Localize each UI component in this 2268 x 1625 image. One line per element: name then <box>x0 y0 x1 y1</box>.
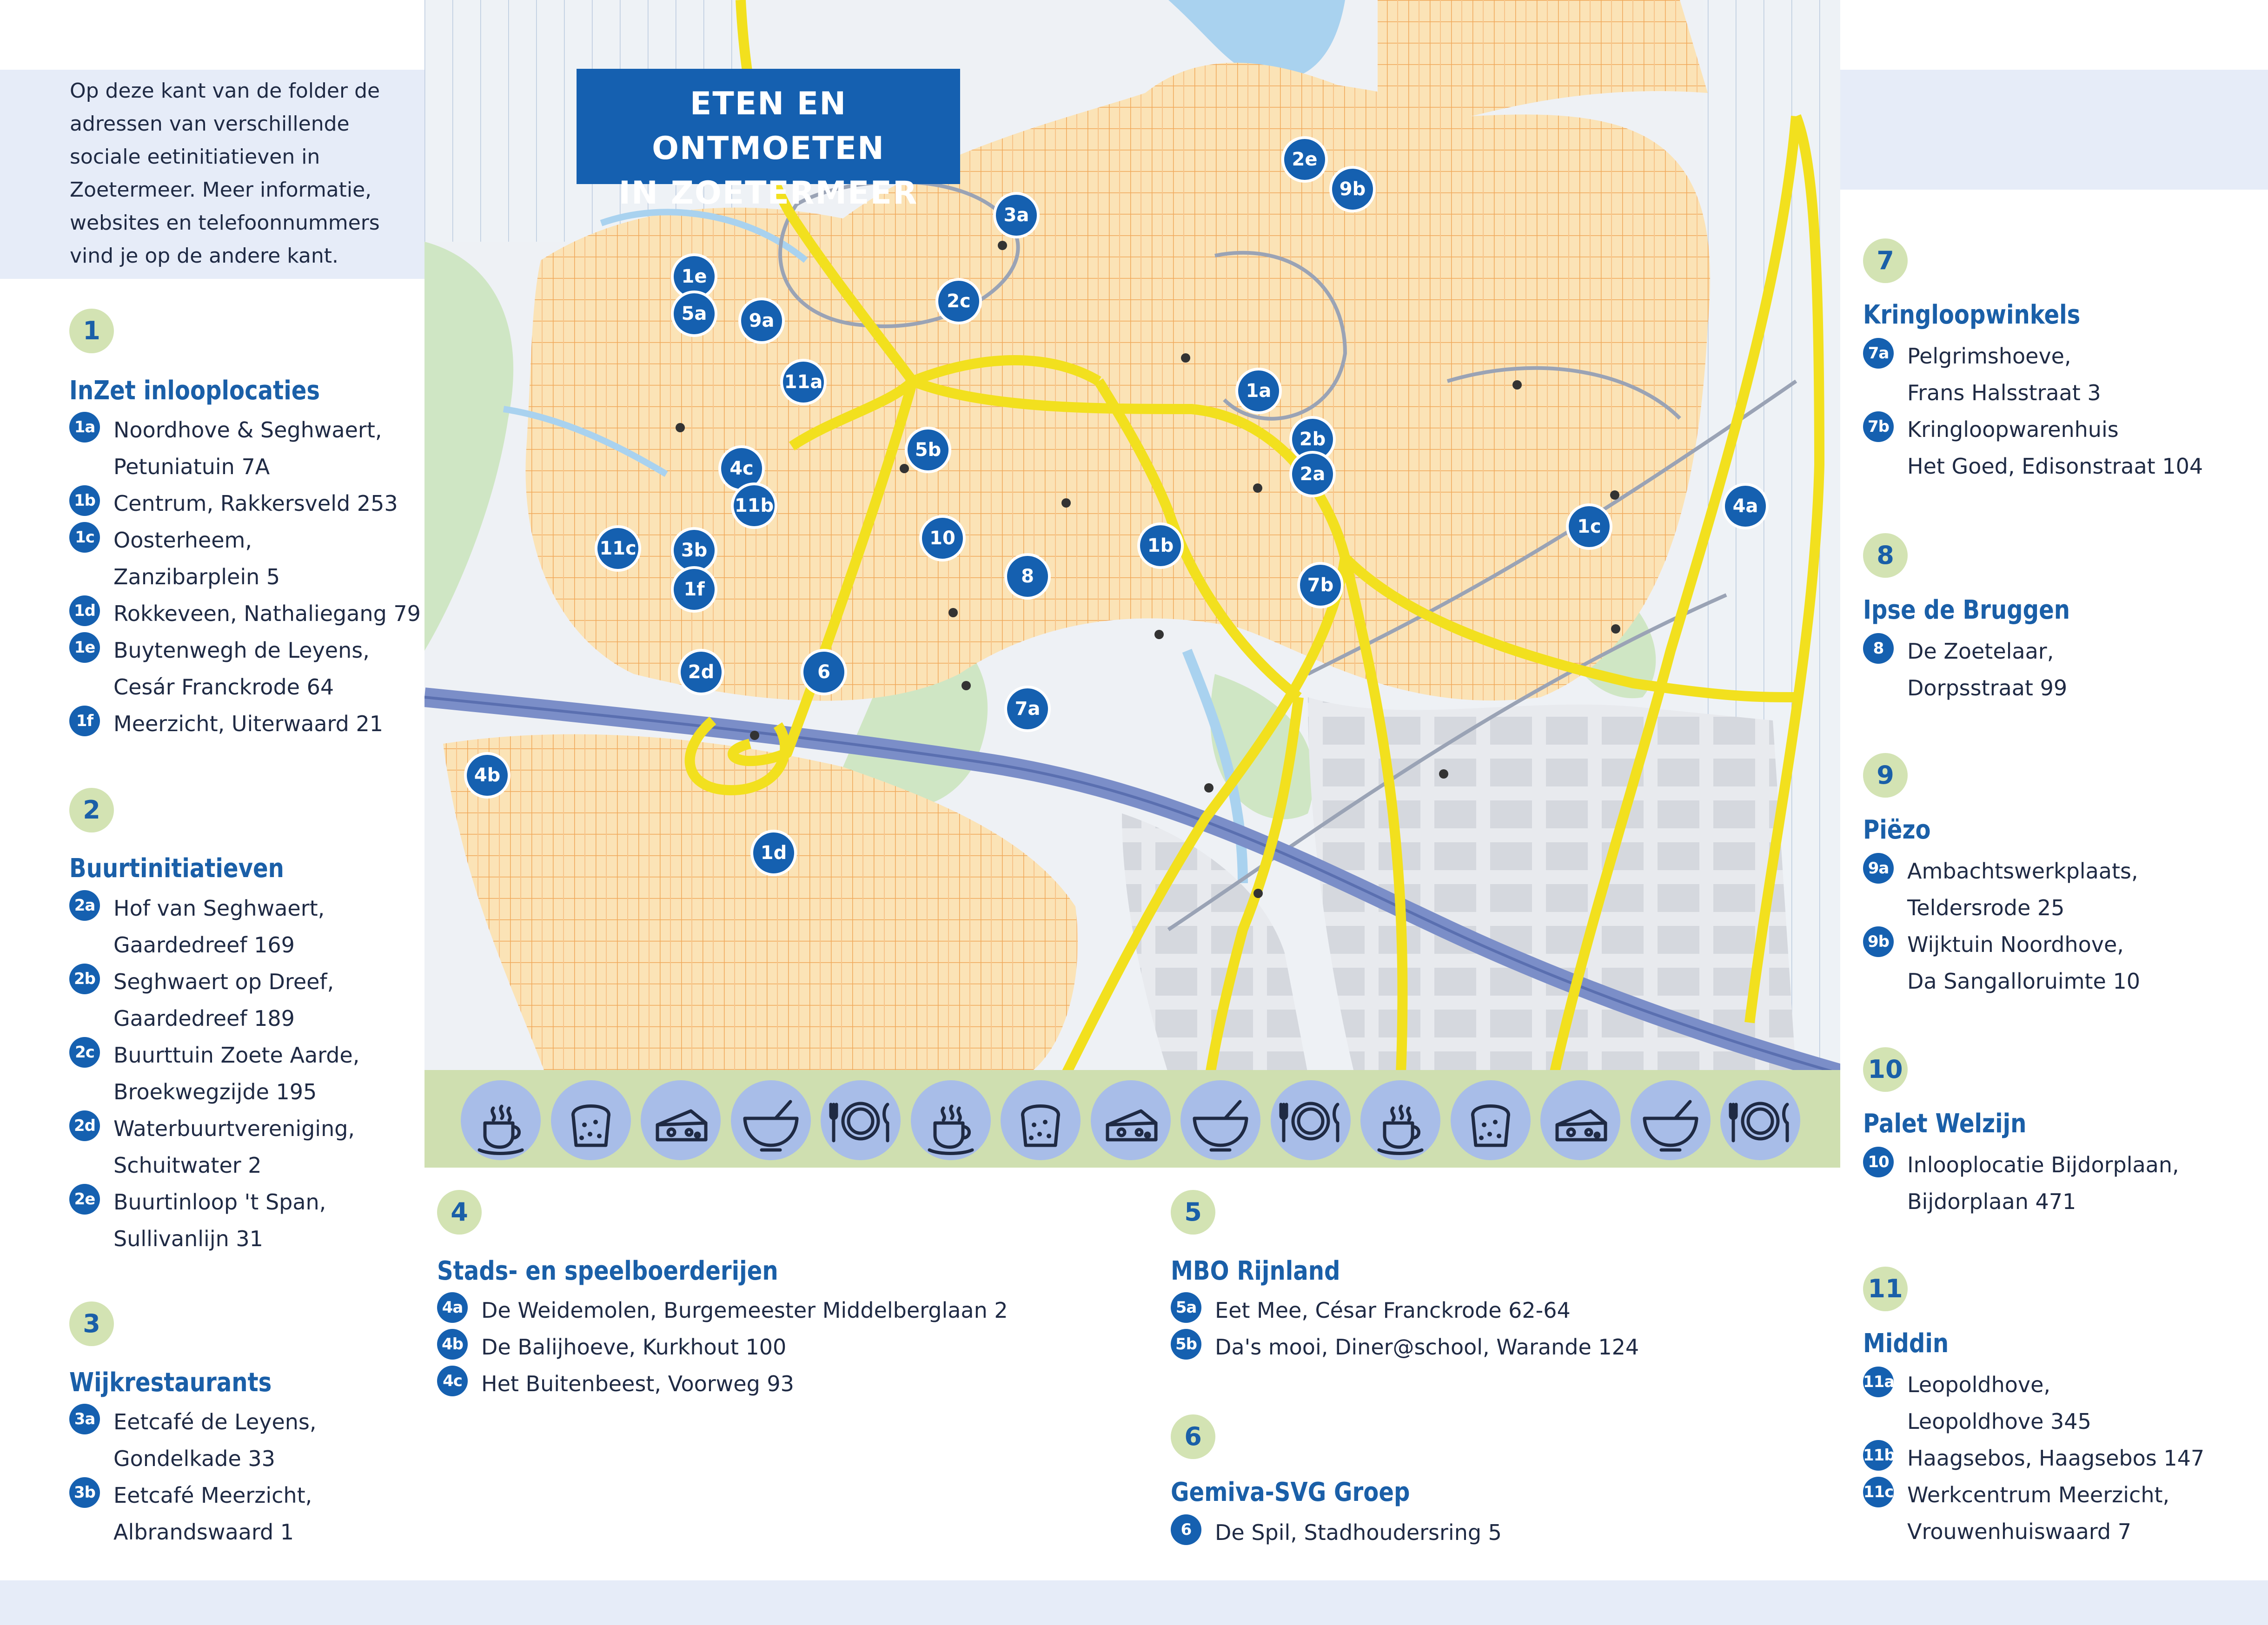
address-item <box>69 1477 317 1551</box>
address-item <box>69 1037 359 1110</box>
location-badge: 2b <box>69 964 100 994</box>
section-number: 9 <box>1863 753 1908 798</box>
address-line: Meerzicht, Uiterwaard 21 <box>113 711 384 736</box>
map-pin[interactable]: 2a <box>1289 451 1336 497</box>
address-line: Hof van Seghwaert, <box>113 896 325 921</box>
address-line: Zanzibarplein 5 <box>113 564 280 589</box>
location-badge: 3a <box>69 1404 100 1434</box>
map-pin[interactable]: 9a <box>738 297 785 344</box>
location-badge: 9a <box>1863 853 1894 884</box>
location-badge: 4c <box>437 1366 468 1396</box>
address-item <box>1863 1147 2179 1220</box>
section-number: 11 <box>1863 1267 1908 1311</box>
section-title: Piëzo <box>1863 815 1931 845</box>
address-line: Albrandswaard 1 <box>113 1519 294 1545</box>
plate-cutlery-icon <box>1271 1080 1351 1160</box>
address-list <box>1863 338 2203 485</box>
address-line: De Zoetelaar, <box>1907 639 2054 664</box>
address-item <box>69 522 421 595</box>
map-pin[interactable]: 1c <box>1566 503 1612 550</box>
section-number: 5 <box>1171 1190 1215 1235</box>
cheese-icon <box>1091 1080 1171 1160</box>
address-item <box>1863 1477 2204 1550</box>
location-badge: 11a <box>1863 1367 1894 1397</box>
section-number: 8 <box>1863 533 1908 578</box>
address-line: Seghwaert op Dreef, <box>113 969 334 994</box>
section-title: InZet inlooplocaties <box>69 376 320 406</box>
location-badge: 1a <box>69 412 100 443</box>
address-line: Ambachtswerkplaats, <box>1907 859 2138 884</box>
address-line: Noordhove & Seghwaert, <box>113 417 382 443</box>
section-number: 10 <box>1863 1047 1908 1092</box>
address-item <box>69 485 421 522</box>
address-item <box>1863 853 2140 926</box>
address-line: Da Sangalloruimte 10 <box>1907 969 2141 994</box>
address-list <box>1863 853 2140 1000</box>
address-item <box>69 1110 359 1184</box>
address-item <box>69 964 359 1037</box>
cheese-icon <box>641 1080 721 1160</box>
map-pin[interactable]: 3b <box>671 527 717 574</box>
map-pin[interactable]: 2b <box>1289 416 1336 462</box>
map-pin[interactable]: 8 <box>1004 553 1051 600</box>
section-title: Kringloopwinkels <box>1863 300 2081 330</box>
plate-cutlery-icon <box>1720 1080 1800 1160</box>
address-line: Pelgrimshoeve, <box>1907 343 2071 369</box>
section-title: Gemiva-SVG Groep <box>1171 1477 1410 1507</box>
address-item <box>1863 1440 2204 1477</box>
map-pin[interactable]: 4c <box>718 445 765 492</box>
address-line: Het Goed, Edisonstraat 104 <box>1907 454 2203 479</box>
map-pin[interactable]: 6 <box>801 649 847 695</box>
location-badge: 1c <box>69 522 100 553</box>
section-number: 6 <box>1171 1414 1215 1459</box>
footer-band <box>0 1580 2268 1625</box>
bread-icon <box>1001 1080 1081 1160</box>
bowl-icon <box>1180 1080 1260 1160</box>
address-line: Buurtinloop 't Span, <box>113 1189 326 1215</box>
address-item <box>437 1366 1008 1402</box>
location-badge: 6 <box>1171 1514 1201 1545</box>
address-list <box>69 412 421 742</box>
address-line: Werkcentrum Meerzicht, <box>1907 1482 2170 1507</box>
map-pin[interactable]: 10 <box>919 515 966 561</box>
map-title-line: ETEN EN ONTMOETEN <box>652 86 885 167</box>
bowl-icon <box>1631 1080 1711 1160</box>
address-list <box>1863 1147 2179 1220</box>
address-item <box>69 1404 317 1477</box>
address-item <box>69 706 421 742</box>
address-item <box>1171 1292 1639 1329</box>
section-title: Middin <box>1863 1328 1949 1359</box>
address-line: Leopoldhove 345 <box>1907 1409 2091 1434</box>
location-badge: 5b <box>1171 1329 1201 1360</box>
address-line: Vrouwenhuiswaard 7 <box>1907 1519 2131 1544</box>
address-line: Leopoldhove, <box>1907 1372 2051 1397</box>
address-item <box>1863 633 2067 707</box>
address-list <box>69 890 359 1257</box>
address-line: Da's mooi, Diner@school, Warande 124 <box>1215 1334 1639 1360</box>
bread-icon <box>1451 1080 1531 1160</box>
address-list <box>1863 1367 2204 1550</box>
section-number: 7 <box>1863 238 1908 283</box>
location-badge: 2a <box>69 890 100 921</box>
intro-text <box>70 74 395 272</box>
location-badge: 7a <box>1863 338 1894 369</box>
address-item <box>69 595 421 632</box>
location-badge: 3b <box>69 1477 100 1508</box>
section-number: 3 <box>69 1301 114 1346</box>
address-list <box>1171 1514 1502 1551</box>
address-line: Kringloopwarenhuis <box>1907 417 2119 442</box>
section-title: MBO Rijnland <box>1171 1256 1340 1286</box>
address-line: De Balijhoeve, Kurkhout 100 <box>481 1334 787 1360</box>
address-line: Frans Halsstraat 3 <box>1907 380 2101 405</box>
map-pin[interactable]: 11b <box>731 482 777 529</box>
location-badge: 11b <box>1863 1440 1894 1471</box>
location-badge: 2c <box>69 1037 100 1068</box>
address-line: Waterbuurtvereniging, <box>113 1116 355 1141</box>
section-title: Buurtinitiatieven <box>69 853 284 884</box>
address-list <box>69 1404 317 1551</box>
location-badge: 5a <box>1171 1292 1201 1323</box>
address-line: Eet Mee, César Franckrode 62-64 <box>1215 1298 1571 1323</box>
section-title: Ipse de Bruggen <box>1863 595 2070 625</box>
map-pin[interactable]: 1a <box>1235 368 1282 414</box>
intro-line: Op deze kant van de folder de <box>70 79 380 103</box>
address-line: Sullivanlijn 31 <box>113 1226 263 1251</box>
address-item <box>69 890 359 964</box>
address-line: Haagsebos, Haagsebos 147 <box>1907 1446 2205 1471</box>
address-item <box>1863 1367 2204 1440</box>
coffee-icon <box>1360 1080 1440 1160</box>
address-item <box>437 1292 1008 1329</box>
address-item <box>69 1184 359 1257</box>
location-badge: 10 <box>1863 1147 1894 1177</box>
address-line: Centrum, Rakkersveld 253 <box>113 491 398 516</box>
map-pin[interactable]: 7b <box>1297 562 1344 608</box>
address-line: Buurttuin Zoete Aarde, <box>113 1043 360 1068</box>
map-pin[interactable]: 4b <box>464 752 511 799</box>
section-title: Stads- en speelboerderijen <box>437 1256 778 1286</box>
address-item <box>437 1329 1008 1366</box>
address-item <box>1863 338 2203 411</box>
map-pin[interactable]: 11c <box>595 525 641 572</box>
address-line: Het Buitenbeest, Voorweg 93 <box>481 1371 794 1396</box>
address-line: Rokkeveen, Nathaliegang 79 <box>113 601 421 626</box>
address-line: Inlooplocatie Bijdorplaan, <box>1907 1152 2179 1177</box>
address-line: Broekwegzijde 195 <box>113 1079 317 1104</box>
food-icon-bar <box>424 1070 1840 1168</box>
address-line: Gaardedreef 169 <box>113 932 295 958</box>
location-badge: 11c <box>1863 1477 1894 1507</box>
map-title-line: IN ZOETERMEER <box>618 175 918 211</box>
address-line: Bijdorplaan 471 <box>1907 1189 2076 1214</box>
section-title: Palet Welzijn <box>1863 1109 2027 1139</box>
map-pin[interactable]: 5a <box>671 291 717 337</box>
location-badge: 8 <box>1863 633 1894 664</box>
section-number: 4 <box>437 1190 482 1235</box>
address-line: Buytenwegh de Leyens, <box>113 638 370 663</box>
section-number: 2 <box>69 788 114 832</box>
section-number: 1 <box>69 309 114 353</box>
address-line: Teldersrode 25 <box>1907 895 2065 920</box>
map-pin[interactable]: 2e <box>1281 136 1328 183</box>
address-line: Dorpsstraat 99 <box>1907 675 2068 700</box>
address-item <box>1171 1514 1502 1551</box>
address-item <box>1171 1329 1639 1366</box>
cheese-icon <box>1540 1080 1620 1160</box>
location-badge: 1e <box>69 632 100 663</box>
location-badge: 1b <box>69 485 100 516</box>
address-line: Eetcafé Meerzicht, <box>113 1483 312 1508</box>
bowl-icon <box>731 1080 811 1160</box>
address-line: Petuniatuin 7A <box>113 454 270 479</box>
right-header-band <box>1840 70 2268 190</box>
map-pin[interactable]: 7a <box>1004 686 1051 732</box>
address-item <box>69 412 421 485</box>
location-badge: 1f <box>69 706 100 736</box>
address-line: De Weidemolen, Burgemeester Middelberglaan 2 <box>481 1298 1008 1323</box>
address-line: Gondelkade 33 <box>113 1446 275 1471</box>
map-pin[interactable]: 2c <box>935 278 982 324</box>
map-pin[interactable]: 2d <box>678 649 724 695</box>
intro-line: Zoetermeer. Meer informatie, <box>70 178 372 202</box>
location-badge: 4a <box>437 1292 468 1323</box>
intro-line: websites en telefoonnummers <box>70 211 380 235</box>
location-badge: 2d <box>69 1110 100 1141</box>
address-line: Schuitwater 2 <box>113 1153 262 1178</box>
intro-line: sociale eetinitiatieven in <box>70 145 320 169</box>
coffee-icon <box>911 1080 991 1160</box>
map-pin[interactable]: 9b <box>1329 166 1376 212</box>
address-line: Gaardedreef 189 <box>113 1006 295 1031</box>
map-pin[interactable]: 1e <box>671 253 717 300</box>
map-pin[interactable]: 4a <box>1722 483 1769 529</box>
map-pin[interactable]: 3a <box>993 192 1040 238</box>
map-pin[interactable]: 1d <box>750 830 797 876</box>
address-item <box>1863 926 2140 1000</box>
address-line: Wijktuin Noordhove, <box>1907 932 2124 957</box>
address-item <box>69 632 421 706</box>
section-title: Wijkrestaurants <box>69 1367 272 1398</box>
address-line: De Spil, Stadhoudersring 5 <box>1215 1520 1502 1545</box>
intro-line: adressen van verschillende <box>70 112 350 136</box>
location-badge: 7b <box>1863 411 1894 442</box>
plate-cutlery-icon <box>821 1080 901 1160</box>
address-list <box>437 1292 1008 1402</box>
map-pin[interactable]: 1b <box>1137 522 1184 569</box>
map-pin[interactable]: 1f <box>671 566 717 613</box>
location-badge: 9b <box>1863 926 1894 957</box>
map-pin[interactable]: 11a <box>780 359 827 405</box>
address-line: Cesár Franckrode 64 <box>113 674 334 700</box>
location-badge: 2e <box>69 1184 100 1215</box>
map-title <box>577 69 960 211</box>
address-line: Oosterheem, <box>113 528 252 553</box>
map-pin[interactable]: 5b <box>905 427 951 473</box>
bread-icon <box>551 1080 631 1160</box>
location-badge: 1d <box>69 595 100 626</box>
address-list <box>1863 633 2067 707</box>
location-badge: 4b <box>437 1329 468 1360</box>
coffee-icon <box>461 1080 541 1160</box>
intro-line: vind je op de andere kant. <box>70 244 338 268</box>
address-line: Eetcafé de Leyens, <box>113 1409 317 1434</box>
address-item <box>1863 411 2203 485</box>
address-list <box>1171 1292 1639 1366</box>
